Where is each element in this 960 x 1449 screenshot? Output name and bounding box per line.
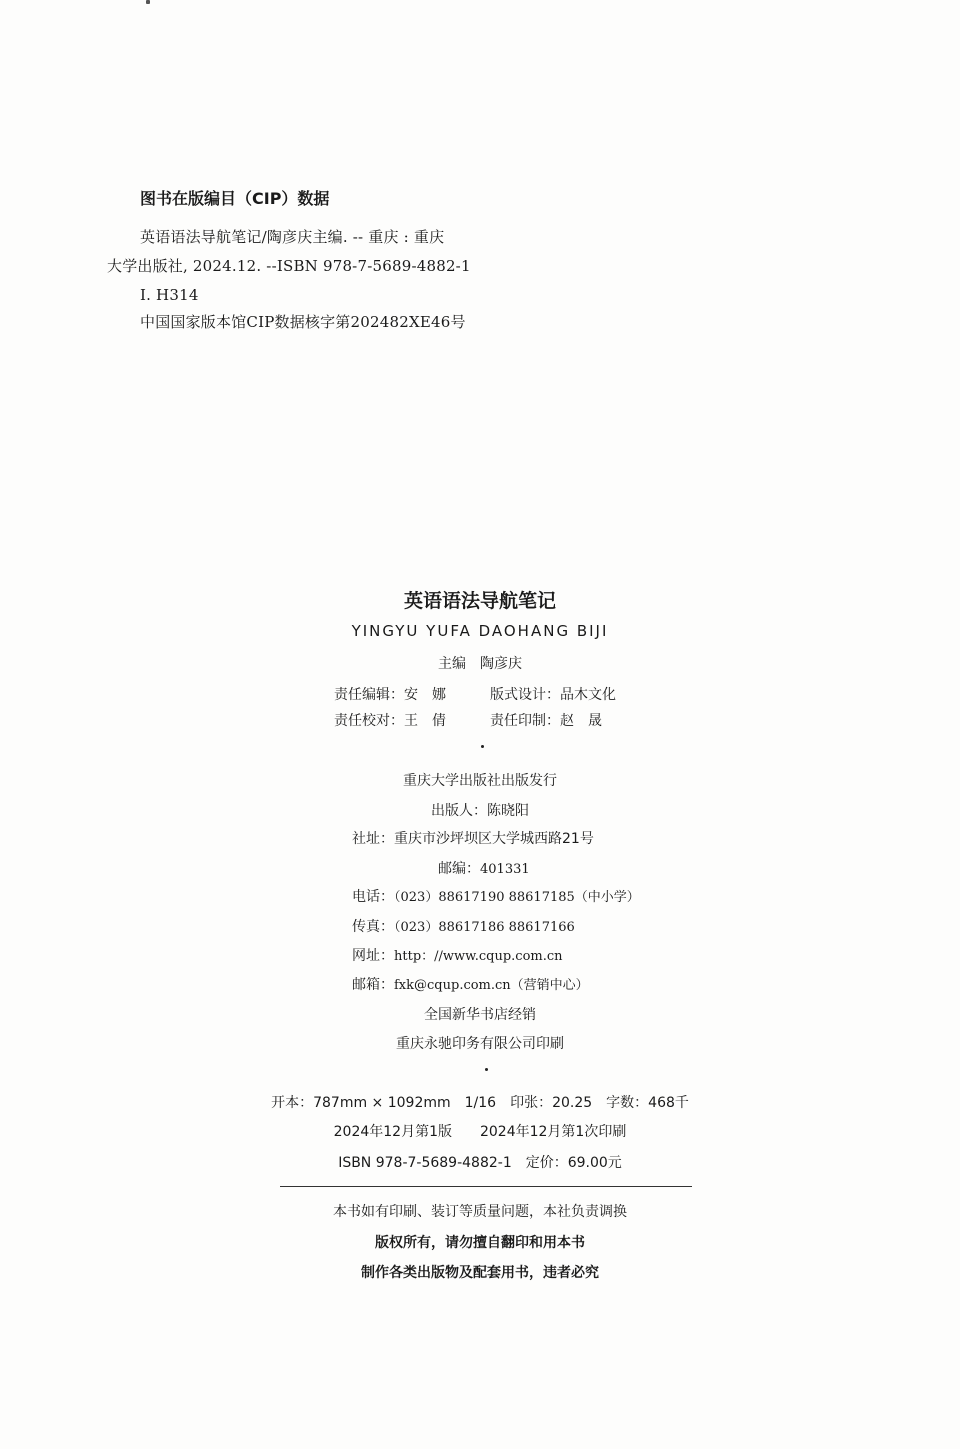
- print-supervisor: 责任印制：赵 晟: [490, 713, 602, 729]
- publisher-person: 出版人：陈晓阳: [431, 803, 529, 819]
- fax-label: 传真：: [352, 919, 394, 935]
- chief-editor: 主编 陶彦庆: [438, 656, 522, 672]
- quality-notice: 本书如有印刷、装订等质量问题，本社负责调换: [333, 1204, 627, 1220]
- email-label: 邮箱：: [352, 977, 394, 993]
- cip-line-1: 英语语法导航笔记/陶彦庆主编. -- 重庆 : 重庆: [140, 228, 445, 246]
- tel-row: [352, 886, 640, 906]
- rights-notice-1: 版权所有，请勿擅自翻印和用本书: [375, 1235, 585, 1251]
- fax-row: [352, 916, 575, 936]
- email-row: [352, 974, 589, 994]
- isbn-price: ISBN 978-7-5689-4882-1 定价：69.00元: [338, 1155, 622, 1171]
- cip-line-2: 大学出版社, 2024.12. --ISBN 978-7-5689-4882-1: [107, 257, 471, 275]
- book-title-pinyin: YINGYU YUFA DAOHANG BIJI: [351, 622, 609, 640]
- distributor: 全国新华书店经销: [424, 1007, 536, 1023]
- edition-info: 2024年12月第1版 2024年12月第1次印刷: [333, 1124, 627, 1140]
- tel-value: （023）88617190 88617185（中小学）: [394, 890, 640, 905]
- divider-rule: [280, 1186, 692, 1187]
- web-value: http：//www.cqup.com.cn: [394, 949, 563, 964]
- format-specs: 开本：787mm × 1092mm 1/16 印张：20.25 字数：468千: [271, 1095, 689, 1111]
- scan-mark: [146, 0, 150, 4]
- cip-line-4: 中国国家版本馆CIP数据核字第202482XE46号: [140, 313, 466, 331]
- proofreader: 责任校对：王 倩: [334, 713, 446, 729]
- responsible-editor: 责任编辑：安 娜: [334, 687, 446, 703]
- printer: 重庆永驰印务有限公司印刷: [396, 1036, 564, 1052]
- tel-label: 电话：: [352, 889, 394, 905]
- publisher-issuer: 重庆大学出版社出版发行: [403, 773, 557, 789]
- fax-value: （023）88617186 88617166: [394, 920, 575, 935]
- rights-notice-2: 制作各类出版物及配套用书，违者必究: [361, 1265, 599, 1281]
- postcode-label: 邮编：: [438, 861, 480, 877]
- web-label: 网址：: [352, 948, 394, 964]
- cip-heading: 图书在版编目（CIP）数据: [140, 189, 330, 208]
- web-row: [352, 945, 563, 965]
- layout-design: 版式设计：品木文化: [490, 687, 616, 703]
- cip-line-3: I. H314: [140, 286, 199, 304]
- email-value: fxk@cqup.com.cn（营销中心）: [394, 978, 589, 993]
- postcode-value: 401331: [480, 862, 530, 877]
- separator-dot: [485, 1068, 488, 1071]
- postcode-row: [438, 858, 530, 878]
- book-title: 英语语法导航笔记: [403, 590, 556, 612]
- separator-dot: [481, 745, 484, 748]
- publisher-address: 社址：重庆市沙坪坝区大学城西路21号: [352, 831, 594, 847]
